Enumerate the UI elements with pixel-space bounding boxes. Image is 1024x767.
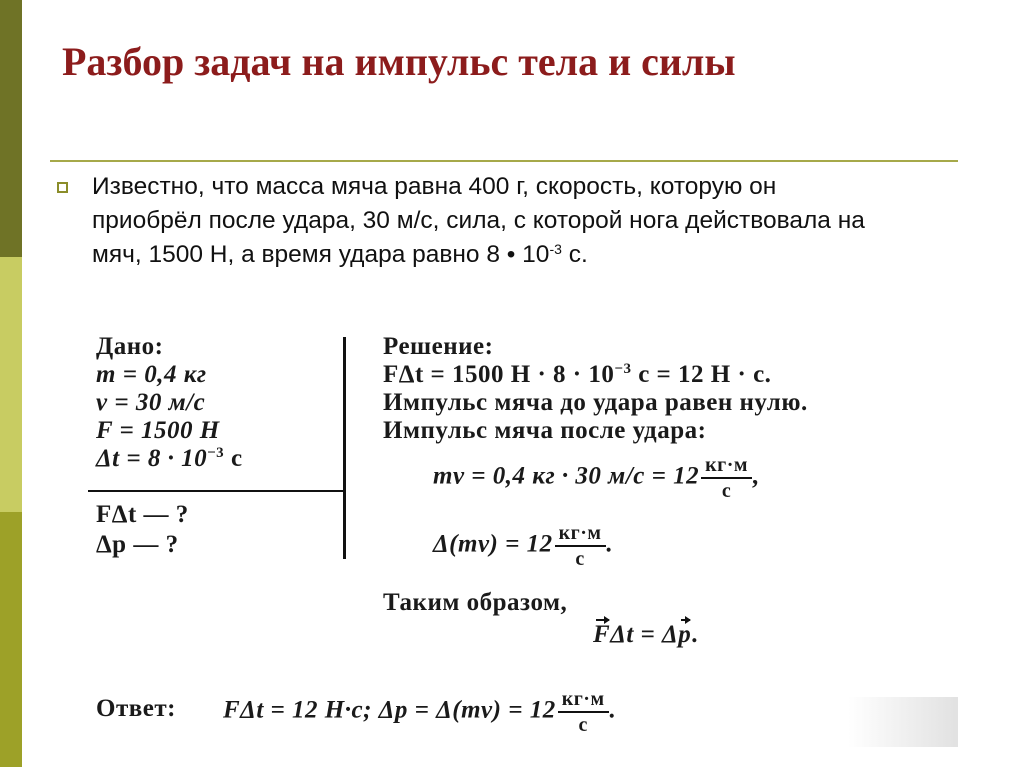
given-force: F = 1500 Н — [96, 417, 220, 444]
given-time: $\Delta t = 8 \cdot 10^{-3}$ с — [96, 445, 243, 472]
problem-exponent: -3 — [549, 241, 562, 257]
fraction-answer: $\frac{кг\cdot м}{с}$ — [558, 687, 609, 737]
solution-line-1: FΔt = 1500 $Н \cdot 8 \cdot 10^{-3}$ с = 12 Н · с. — [383, 361, 772, 388]
side-bar-bottom — [0, 512, 22, 767]
equation-momentum-after: mv = 0,4 кг · 30 м/с = 12 $\frac{кг\cdot м}{с}$ , — [433, 454, 759, 502]
given-divider-horizontal — [88, 490, 345, 492]
solution-line-2: Импульс мяча до удара равен нулю. — [383, 389, 808, 416]
fraction-kg-m-s-2: $\frac{кг\cdot м}{с}$ — [555, 521, 606, 571]
solution-header: Решение: — [383, 333, 494, 360]
answer-label: Ответ: — [96, 695, 176, 722]
thus-label: Таким образом, — [383, 589, 568, 616]
side-bar-middle — [0, 257, 22, 512]
scan-smudge — [848, 697, 958, 747]
given-divider-vertical — [343, 337, 346, 559]
given-header: Дано: — [96, 333, 164, 360]
given-velocity: v = 30 м/с — [96, 389, 206, 416]
equation-momentum-change: Δ(mv) = 12 $\frac{кг\cdot м}{с}$ . — [433, 522, 613, 570]
slide-title: Разбор задач на импульс тела и силы — [62, 39, 736, 84]
square-bullet-icon — [57, 182, 68, 193]
fraction-kg-m-s: $\frac{кг\cdot м}{с}$ — [701, 453, 752, 503]
problem-statement — [92, 170, 892, 272]
title-divider — [50, 160, 958, 162]
find-momentum-change: Δp — ? — [96, 531, 179, 558]
problem-text-end: с. — [561, 241, 588, 268]
problem-text: Известно, что масса мяча равна 400 г, скорость, которую он приобрёл после удара, 30 м/с, сила, с которой нога действовала на мяч, 1500 Н, а время удара равно 8 • 10 — [92, 173, 865, 268]
given-mass: m = 0,4 кг — [96, 361, 207, 388]
find-impulse-force: FΔt — ? — [96, 501, 189, 528]
side-bar-top — [0, 0, 22, 257]
solution-scan — [88, 325, 968, 755]
solution-line-3: Импульс мяча после удара: — [383, 417, 707, 444]
vector-equation: FΔt = Δp. — [593, 621, 698, 648]
answer-equation: FΔt = 12 Н·с; Δp = Δ(mv) = 12 $\frac{кг\cdot м}{с}$ . — [223, 688, 616, 736]
